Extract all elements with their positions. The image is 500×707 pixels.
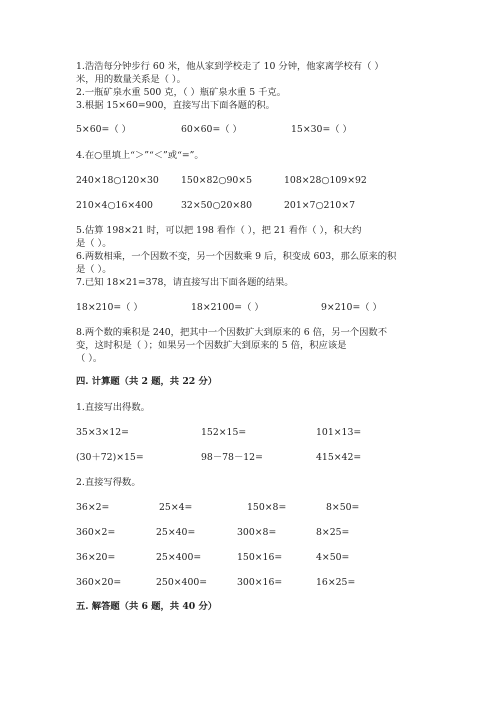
q3-item-3: 15×30=（ ）	[291, 124, 352, 135]
calc-item: 25×400=	[156, 552, 202, 563]
q4-item-2: 150×82○90×5	[181, 175, 253, 186]
q4-item-3: 108×28○109×92	[284, 175, 367, 186]
section-4-part-1: 1.直接写出得数。	[76, 402, 150, 413]
calc-item: 16×25=	[316, 577, 356, 588]
q4-item-1: 240×18○120×30	[76, 175, 159, 186]
calc-item: 360×2=	[76, 527, 116, 538]
question-6-line-1: 6.两数相乘，一个因数不变，另一个因数乘 9 后，积变成 603，那么原来的积	[76, 251, 397, 262]
question-1-line-1: 1.浩浩每分钟步行 60 米，他从家到学校走了 10 分钟，他家离学校有（ ）	[76, 61, 384, 72]
calc-item: 98－78－12=	[201, 452, 263, 463]
calc-item: 300×8=	[237, 527, 277, 538]
q3-item-1: 5×60=（ ）	[76, 124, 131, 135]
question-8-line-3: （ ）。	[76, 353, 103, 364]
calc-item: 36×2=	[76, 502, 110, 513]
calc-item: 25×40=	[156, 527, 196, 538]
calc-item: 250×400=	[156, 577, 208, 588]
question-2: 2.一瓶矿泉水重 500 克，（ ）瓶矿泉水重 5 千克。	[76, 87, 287, 98]
q4-item-4: 210×4○16×400	[76, 200, 153, 211]
calc-item: 25×4=	[159, 502, 193, 513]
question-5-line-2: 是（ ）。	[76, 238, 112, 249]
calc-item: 415×42=	[316, 452, 362, 463]
question-4: 4.在○里填上“＞”“＜”或“=”。	[76, 150, 204, 161]
calc-item: 150×16=	[237, 552, 283, 563]
section-4-title: 四. 计算题（共 2 题，共 22 分）	[76, 376, 218, 387]
calc-item: 36×20=	[76, 552, 116, 563]
calc-item: 101×13=	[316, 427, 362, 438]
q4-item-6: 201×7○210×7	[284, 200, 356, 211]
calc-item: 152×15=	[201, 427, 247, 438]
q7-item-1: 18×210=（ ）	[76, 302, 143, 313]
question-7: 7.已知 18×21=378，请直接写出下面各题的结果。	[76, 277, 294, 288]
calc-item: (30＋72)×15=	[76, 452, 144, 463]
calc-item: 4×50=	[316, 552, 350, 563]
question-6-line-2: 是（ ）。	[76, 264, 112, 275]
section-4-part-2: 2.直接写得数。	[76, 477, 141, 488]
calc-item: 8×25=	[316, 527, 350, 538]
calc-item: 8×50=	[326, 502, 360, 513]
question-1-line-2: 米，用的数量关系是（ ）。	[76, 74, 186, 85]
calc-item: 360×20=	[76, 577, 122, 588]
calc-item: 35×3×12=	[76, 427, 129, 438]
question-8-line-2: 变，这时积是（ ）；如果另一个因数扩大到原来的 5 倍，积应该是	[76, 340, 347, 351]
q4-item-5: 32×50○20×80	[181, 200, 253, 211]
section-5-title: 五. 解答题（共 6 题，共 40 分）	[76, 601, 218, 612]
q3-item-2: 60×60=（ ）	[181, 124, 242, 135]
question-5-line-1: 5.估算 198×21 时，可以把 198 看作（ ），把 21 看作（ ），积大约	[76, 225, 362, 236]
calc-item: 300×16=	[237, 577, 283, 588]
calc-item: 150×8=	[247, 502, 287, 513]
q7-item-3: 9×210=（ ）	[321, 302, 382, 313]
question-3: 3.根据 15×60=900，直接写出下面各题的积。	[76, 100, 275, 111]
question-8-line-1: 8.两个数的乘积是 240，把其中一个因数扩大到原来的 6 倍，另一个因数不	[76, 327, 388, 338]
q7-item-2: 18×2100=（ ）	[191, 302, 264, 313]
